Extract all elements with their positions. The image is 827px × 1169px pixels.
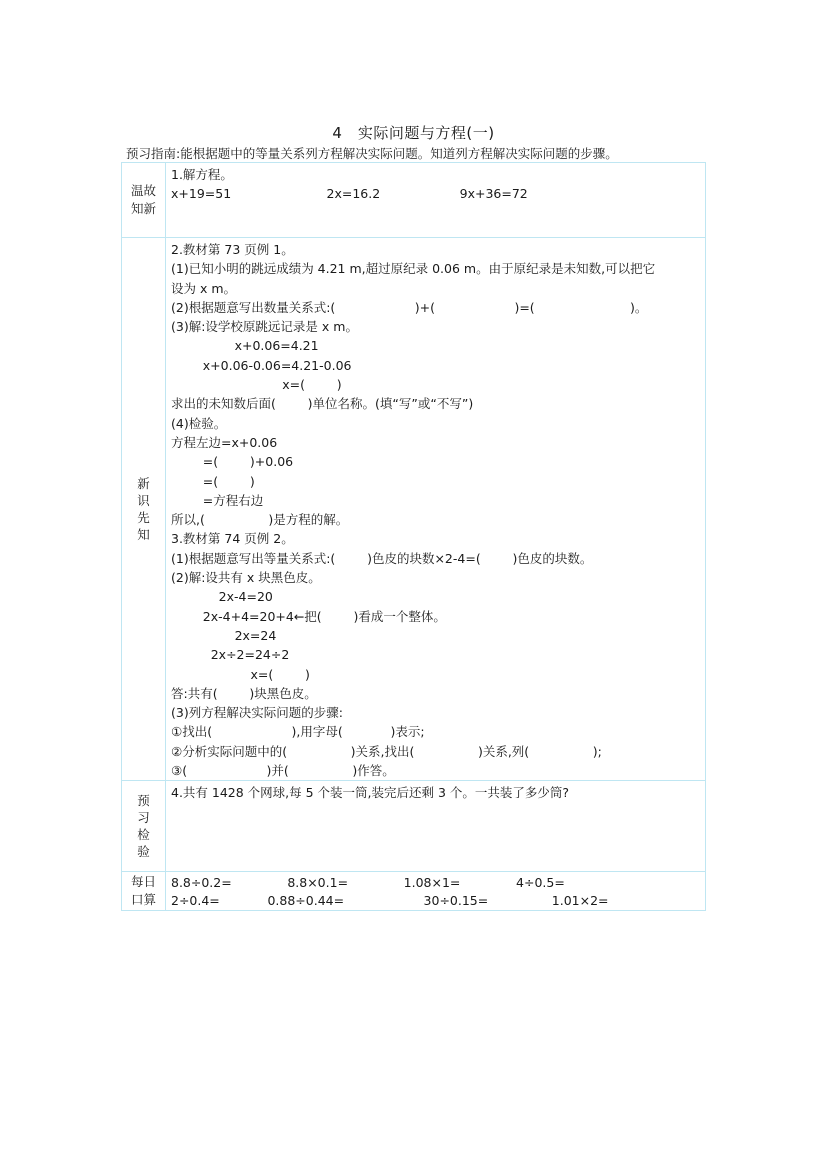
text-line: (1)根据题意写出等量关系式:( )色皮的块数×2-4=( )色皮的块数。 [171, 550, 593, 566]
text-line: x+19=51 2x=16.2 9x+36=72 [171, 186, 528, 202]
text-line: x=( ) [171, 377, 342, 393]
text-line: 求出的未知数后面( )单位名称。(填“写”或“不写”) [171, 396, 474, 412]
text-line: (4)检验。 [171, 415, 227, 431]
preview-guide: 预习指南:能根据题中的等量关系列方程解决实际问题。知道列方程解决实际问题的步骤。 [126, 146, 618, 161]
text-line: x+0.06-0.06=4.21-0.06 [171, 357, 352, 373]
section-label-xinshi: 新识先知 [122, 238, 166, 781]
text-line: 8.8÷0.2= 8.8×0.1= 1.08×1= 4÷0.5= [171, 875, 565, 891]
text-line: x=( ) [171, 666, 310, 682]
text-line: 答:共有( )块黑色皮。 [171, 685, 317, 701]
worksheet-table [121, 162, 706, 911]
section-label-yuxi: 预习检验 [122, 781, 166, 872]
text-line: (2)解:设共有 x 块黑色皮。 [171, 570, 321, 586]
text-line: =方程右边 [171, 492, 264, 508]
section-body-yuxi [166, 781, 706, 872]
text-line: 设为 x m。 [171, 280, 237, 296]
text-line: 2÷0.4= 0.88÷0.44= 30÷0.15= 1.01×2= [171, 893, 609, 909]
section-xinshi-xianzhi [122, 238, 706, 781]
text-line: 3.教材第 74 页例 2。 [171, 531, 294, 547]
text-line: (1)已知小明的跳远成绩为 4.21 m,超过原纪录 0.06 m。由于原纪录是未知数,可以把它 [171, 261, 656, 277]
text-line: (2)根据题意写出数量关系式:( )+( )=( )。 [171, 299, 648, 315]
text-line: 1.解方程。 [171, 167, 233, 182]
text-line: (3)列方程解决实际问题的步骤: [171, 705, 343, 721]
section-label-wengu: 温故 知新 [122, 163, 166, 238]
page-title: 4 实际问题与方程(一) [332, 124, 495, 142]
text-line: ①找出( ),用字母( )表示; [171, 724, 425, 740]
section-yuxi-jianyan [122, 781, 706, 872]
text-line: 2x÷2=24÷2 [171, 647, 290, 663]
section-body-meiri [166, 872, 706, 911]
section-wengu-zhixin [122, 163, 706, 238]
text-line: 所以,( )是方程的解。 [171, 512, 349, 528]
text-line: ③( )并( )作答。 [171, 763, 395, 779]
section-label-meiri: 每日 口算 [122, 872, 166, 911]
section-body-xinshi [166, 238, 706, 781]
text-line: 2.教材第 73 页例 1。 [171, 242, 294, 257]
text-line: 4.共有 1428 个网球,每 5 个装一筒,装完后还剩 3 个。一共装了多少筒? [171, 785, 570, 801]
text-line: (3)解:设学校原跳远记录是 x m。 [171, 319, 358, 335]
section-body-wengu [166, 163, 706, 238]
text-line: 2x=24 [171, 627, 277, 643]
text-line: =( ) [171, 473, 255, 489]
text-line: ②分析实际问题中的( )关系,找出( )关系,列( ); [171, 743, 602, 759]
text-line: x+0.06=4.21 [171, 338, 319, 354]
text-line: 2x-4+4=20+4←把( )看成一个整体。 [171, 608, 446, 624]
text-line: 2x-4=20 [171, 589, 273, 605]
section-meiri-kousuan [122, 872, 706, 911]
text-line: 方程左边=x+0.06 [171, 434, 278, 450]
text-line: =( )+0.06 [171, 454, 294, 470]
